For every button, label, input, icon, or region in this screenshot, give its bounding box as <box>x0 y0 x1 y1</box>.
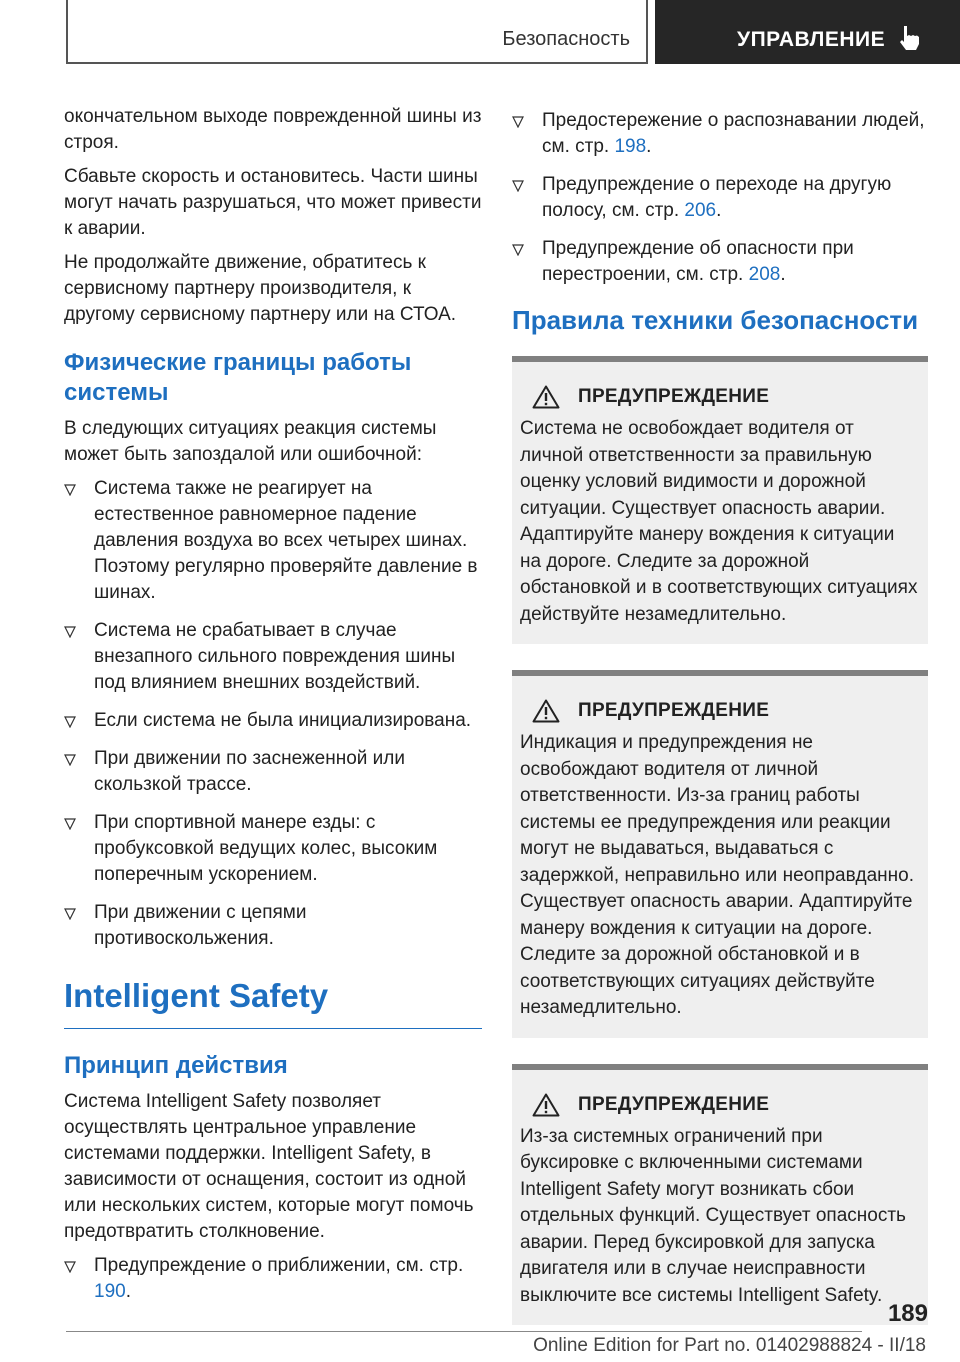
page-link[interactable]: 208 <box>748 264 781 285</box>
list-item-text: Система также не реагирует на естественное равномерное падение давления воздуха во всех четырех шинах. Поэтому регулярно проверяйте давление в шинах. <box>94 478 478 603</box>
list-item-text: При движении по заснеженной или скользкой трассе. <box>94 748 405 795</box>
warning-title: ПРЕДУПРЕЖДЕНИЕ <box>578 1093 770 1115</box>
list-item-end: . <box>646 136 652 157</box>
list-item <box>64 1253 482 1305</box>
header-chapter-tab <box>655 0 960 64</box>
warning-title: ПРЕДУПРЕЖДЕНИЕ <box>578 700 770 721</box>
warning-text: Индикация и предупреждения не освобождают водителя от личной ответственности. Из-за границ работы системы ее предупреждения или реакции могут не выдаваться, выдаваться с задержкой, неправильно или неоправданно. Существует опасность аварии. Адаптируйте манеру вождения к ситуации на дороге. Следите за дорожной обстановкой и в соответствующих ситуациях действуйте незамедлительно. <box>520 732 914 1018</box>
left-column <box>64 104 482 1317</box>
warning-header <box>532 1092 918 1118</box>
list-item <box>512 108 928 160</box>
list-item-end: . <box>780 264 786 285</box>
list-item-text: При спортивной манере езды: с пробуксовкой ведущих колес, высоким поперечным ускорением. <box>94 812 438 885</box>
page-link[interactable]: 206 <box>684 200 717 221</box>
list-item <box>64 618 482 696</box>
paragraph: Не продолжайте движение, обратитесь к сервисному партнеру производителя, к другому сервисному партнеру или на СТОА. <box>64 252 457 325</box>
triangle-bullet-icon <box>64 908 76 920</box>
warning-title: ПРЕДУПРЕЖДЕНИЕ <box>578 386 770 407</box>
right-column <box>512 104 928 1325</box>
list-item-text: Предупреждение о приближении, см. стр. <box>94 1255 464 1276</box>
warning-triangle-icon <box>532 699 560 723</box>
list-item-text: Предупреждение о переходе на другую полосу, см. стр. <box>542 174 892 221</box>
heading-safety-rules: Правила техники безопасности <box>512 305 919 335</box>
list-item <box>64 810 482 888</box>
header-chapter-title: УПРАВЛЕНИЕ <box>737 28 886 51</box>
list-item-end: . <box>125 1281 131 1302</box>
list-item <box>512 236 928 288</box>
paragraph: Сбавьте скорость и остановитесь. Части шины могут начать разрушаться, что может привести к аварии. <box>64 166 482 239</box>
triangle-bullet-icon <box>64 626 76 638</box>
heading-intelligent-safety: Intelligent Safety <box>64 976 482 1029</box>
page-link[interactable]: 198 <box>614 136 647 157</box>
warning-box <box>512 1064 928 1326</box>
page-number: 189 <box>887 1300 928 1327</box>
list-item-text: При движении с цепями противоскольжения. <box>94 902 307 949</box>
heading-system-limits: Физические границы работы системы <box>64 349 412 406</box>
hand-pointer-icon <box>897 24 923 52</box>
heading-principle: Принцип действия <box>64 1052 288 1079</box>
page-link[interactable]: 190 <box>94 1281 126 1302</box>
triangle-bullet-icon <box>64 818 76 830</box>
triangle-bullet-icon <box>64 484 76 496</box>
warning-triangle-icon <box>532 385 560 409</box>
list-item-text: Предостережение о распознавании людей, см. стр. <box>542 110 925 157</box>
triangle-bullet-icon <box>512 116 524 128</box>
list-item <box>64 746 482 798</box>
warning-box <box>512 356 928 644</box>
header-section-title: Безопасность <box>502 28 630 50</box>
footer-divider <box>66 1331 862 1332</box>
bullet-list <box>64 476 482 952</box>
paragraph: окончательном выходе поврежденной шины из строя. <box>64 106 482 153</box>
triangle-bullet-icon <box>512 244 524 256</box>
list-item-text: Предупреждение об опасности при перестроении, см. стр. <box>542 238 854 285</box>
list-item <box>64 476 482 606</box>
triangle-bullet-icon <box>512 180 524 192</box>
list-item-text: Система не срабатывает в случае внезапного сильного повреждения шины под влиянием внешних воздействий. <box>94 620 456 693</box>
list-item <box>512 172 928 224</box>
bullet-list <box>512 108 928 288</box>
paragraph: В следующих ситуациях реакция системы может быть запоздалой или ошибочной: <box>64 418 437 465</box>
triangle-bullet-icon <box>64 716 76 728</box>
warning-header <box>532 384 918 410</box>
warning-text: Из-за системных ограничений при буксировке с включенными системами Intelligent Safety могут возникать сбои отдельных функций. Существует опасность аварии. Перед буксировкой для запуска двигателя или в случае неисправности выключите все системы Intelligent Safety. <box>520 1125 906 1306</box>
paragraph: Система Intelligent Safety позволяет осуществлять центральное управление системами поддержки. Intelligent Safety, в зависимости от оснащения, состоит из одной или нескольких систем, которые могут помочь предотвратить столкновение. <box>64 1091 474 1242</box>
list-item <box>64 900 482 952</box>
warning-header <box>532 698 918 724</box>
header-section-box <box>66 0 648 64</box>
list-item-end: . <box>716 200 722 221</box>
bullet-list <box>64 1253 482 1305</box>
triangle-bullet-icon <box>64 1261 76 1273</box>
warning-text: Система не освобождает водителя от личной ответственности за правильную оценку условий видимости и дорожной ситуации. Существует опасность аварии. Адаптируйте манеру вождения к ситуации на дороге. Следите за дорожной обстановкой и в соответствующих ситуациях действуйте незамедлительно. <box>520 418 918 625</box>
footer-edition: Online Edition for Part no. 01402988824 - II/18 <box>533 1335 926 1356</box>
triangle-bullet-icon <box>64 754 76 766</box>
list-item <box>64 708 482 734</box>
warning-triangle-icon <box>532 1093 560 1117</box>
list-item-text: Если система не была инициализирована. <box>94 710 472 731</box>
warning-box <box>512 670 928 1038</box>
